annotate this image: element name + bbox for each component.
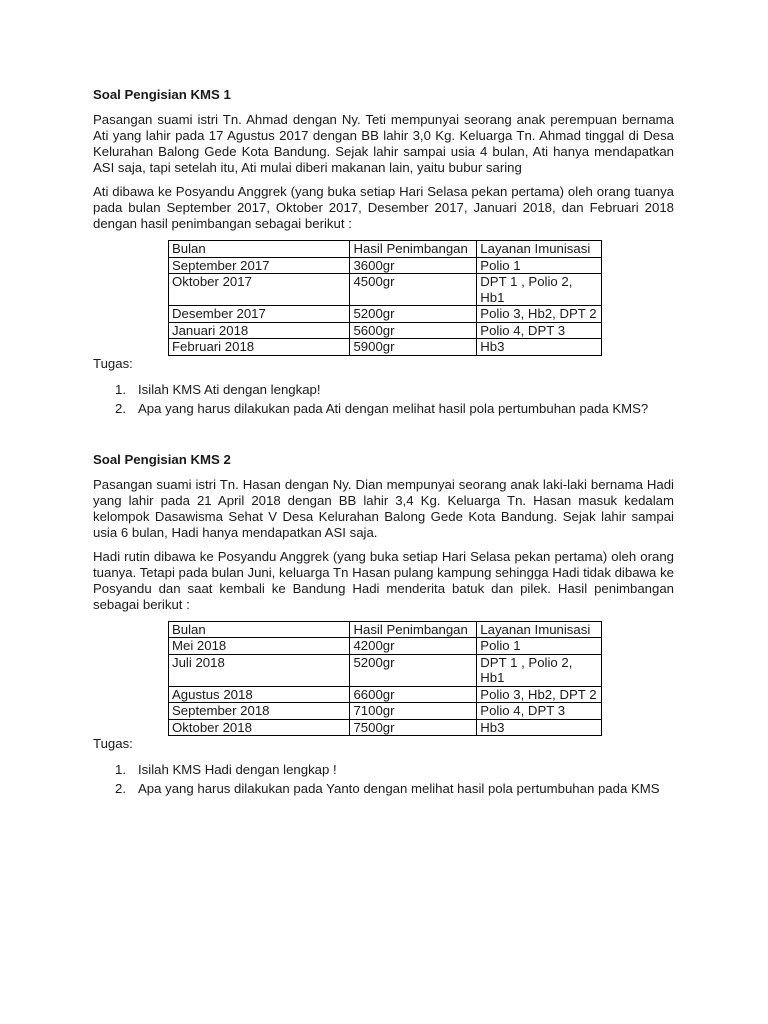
weighing-table xyxy=(168,621,602,737)
cell-layanan: Polio 3, Hb2, DPT 2 xyxy=(477,306,602,323)
list-item xyxy=(93,781,674,797)
cell-hasil: 7100gr xyxy=(350,703,477,720)
cell-bulan: Juli 2018 xyxy=(169,654,350,686)
visit-paragraph: Ati dibawa ke Posyandu Anggrek (yang buka setiap Hari Selasa pekan pertama) oleh orang tuanya pada bulan September 2017, Oktober 2017, Desember 2017, Januari 2018, dan Februari 2018 dengan hasil penimbangan sebagai berikut : xyxy=(93,184,674,231)
table-header-row xyxy=(169,241,602,258)
cell-hasil: 5200gr xyxy=(350,306,477,323)
cell-hasil: 7500gr xyxy=(350,719,477,736)
cell-layanan: Hb3 xyxy=(477,719,602,736)
cell-bulan: Oktober 2017 xyxy=(169,274,350,306)
table-row xyxy=(169,703,602,720)
cell-hasil: 5600gr xyxy=(350,322,477,339)
task-list xyxy=(93,382,674,417)
header-hasil: Hasil Penimbangan xyxy=(350,621,477,638)
cell-layanan: Polio 3, Hb2, DPT 2 xyxy=(477,686,602,703)
task-text: Apa yang harus dilakukan pada Yanto dengan melihat hasil pola pertumbuhan pada KMS xyxy=(138,781,660,796)
document-page xyxy=(93,87,674,800)
header-layanan: Layanan Imunisasi xyxy=(477,621,602,638)
table-row xyxy=(169,638,602,655)
list-item xyxy=(93,382,674,398)
task-number: 2. xyxy=(115,400,126,416)
table-header-row xyxy=(169,621,602,638)
tugas-label: Tugas: xyxy=(93,355,133,371)
cell-bulan: Oktober 2018 xyxy=(169,719,350,736)
header-layanan: Layanan Imunisasi xyxy=(477,241,602,258)
cell-bulan: Mei 2018 xyxy=(169,638,350,655)
header-bulan: Bulan xyxy=(169,241,350,258)
task-text: Apa yang harus dilakukan pada Ati dengan melihat hasil pola pertumbuhan pada KMS? xyxy=(138,400,649,416)
table-row xyxy=(169,322,602,339)
task-text: Isilah KMS Ati dengan lengkap! xyxy=(138,381,321,397)
header-hasil: Hasil Penimbangan xyxy=(350,241,477,258)
task-number: 2. xyxy=(115,781,126,796)
cell-layanan: Polio 1 xyxy=(477,638,602,655)
header-bulan: Bulan xyxy=(169,621,350,638)
tugas-label: Tugas: xyxy=(93,736,133,751)
cell-layanan: Polio 4, DPT 3 xyxy=(477,703,602,720)
cell-hasil: 3600gr xyxy=(350,257,477,274)
cell-bulan: Agustus 2018 xyxy=(169,686,350,703)
cell-hasil: 6600gr xyxy=(350,686,477,703)
scenario-paragraph: Pasangan suami istri Tn. Ahmad dengan Ny. Teti mempunyai seorang anak perempuan bernama Ati yang lahir pada 17 Agustus 2017 dengan BB lahir 3,0 Kg. Keluarga Tn. Ahmad tinggal di Desa Kelurahan Balong Gede Kota Bandung. Sejak lahir sampai usia 4 bulan, Ati hanya mendapatkan ASI saja, tapi setelah itu, Ati mulai diberi makanan lain, yaitu bubur saring xyxy=(93,112,674,175)
cell-bulan: Februari 2018 xyxy=(169,339,350,356)
list-item xyxy=(93,401,674,417)
list-item xyxy=(93,762,674,778)
cell-hasil: 4200gr xyxy=(350,638,477,655)
visit-paragraph: Hadi rutin dibawa ke Posyandu Anggrek (yang buka setiap Hari Selasa pekan pertama) oleh orang tuanya. Tetapi pada bulan Juni, keluarga Tn Hasan pulang kampung sehingga Hadi tidak dibawa ke Posyandu dan saat kembali ke Bandung Hadi menderita batuk dan pilek. Hasil penimbangan sebagai berikut : xyxy=(93,548,674,612)
task-number: 1. xyxy=(115,381,126,397)
cell-bulan: Desember 2017 xyxy=(169,306,350,323)
table-row xyxy=(169,306,602,323)
table-row xyxy=(169,719,602,736)
task-text: Isilah KMS Hadi dengan lengkap ! xyxy=(138,762,337,777)
scenario-paragraph: Pasangan suami istri Tn. Hasan dengan Ny. Dian mempunyai seorang anak laki-laki bernama Hadi yang lahir pada 21 April 2018 dengan BB lahir 3,4 Kg. Keluarga Tn. Hasan masuk kedalam kelompok Dasawisma Sehat V Desa Kelurahan Balong Gede Kota Bandung. Sejak lahir sampai usia 6 bulan, Hadi hanya mendapatkan ASI saja. xyxy=(93,476,674,540)
table-row xyxy=(169,654,602,686)
table-row xyxy=(169,686,602,703)
cell-layanan: Hb3 xyxy=(477,339,602,356)
cell-layanan: Polio 1 xyxy=(477,257,602,274)
cell-layanan: DPT 1 , Polio 2, Hb1 xyxy=(477,274,602,306)
task-list xyxy=(93,762,674,797)
cell-bulan: Januari 2018 xyxy=(169,322,350,339)
cell-hasil: 5200gr xyxy=(350,654,477,686)
task-number: 1. xyxy=(115,762,126,777)
cell-bulan: September 2018 xyxy=(169,703,350,720)
table-row xyxy=(169,257,602,274)
section-kms-2 xyxy=(93,452,674,798)
cell-hasil: 4500gr xyxy=(350,274,477,306)
section-title: Soal Pengisian KMS 2 xyxy=(93,451,231,467)
table-row xyxy=(169,339,602,356)
weighing-table xyxy=(168,240,602,356)
cell-layanan: DPT 1 , Polio 2, Hb1 xyxy=(477,654,602,686)
table-row xyxy=(169,274,602,306)
cell-layanan: Polio 4, DPT 3 xyxy=(477,322,602,339)
cell-bulan: September 2017 xyxy=(169,257,350,274)
section-title: Soal Pengisian KMS 1 xyxy=(93,87,231,102)
cell-hasil: 5900gr xyxy=(350,339,477,356)
section-kms-1 xyxy=(93,87,674,417)
